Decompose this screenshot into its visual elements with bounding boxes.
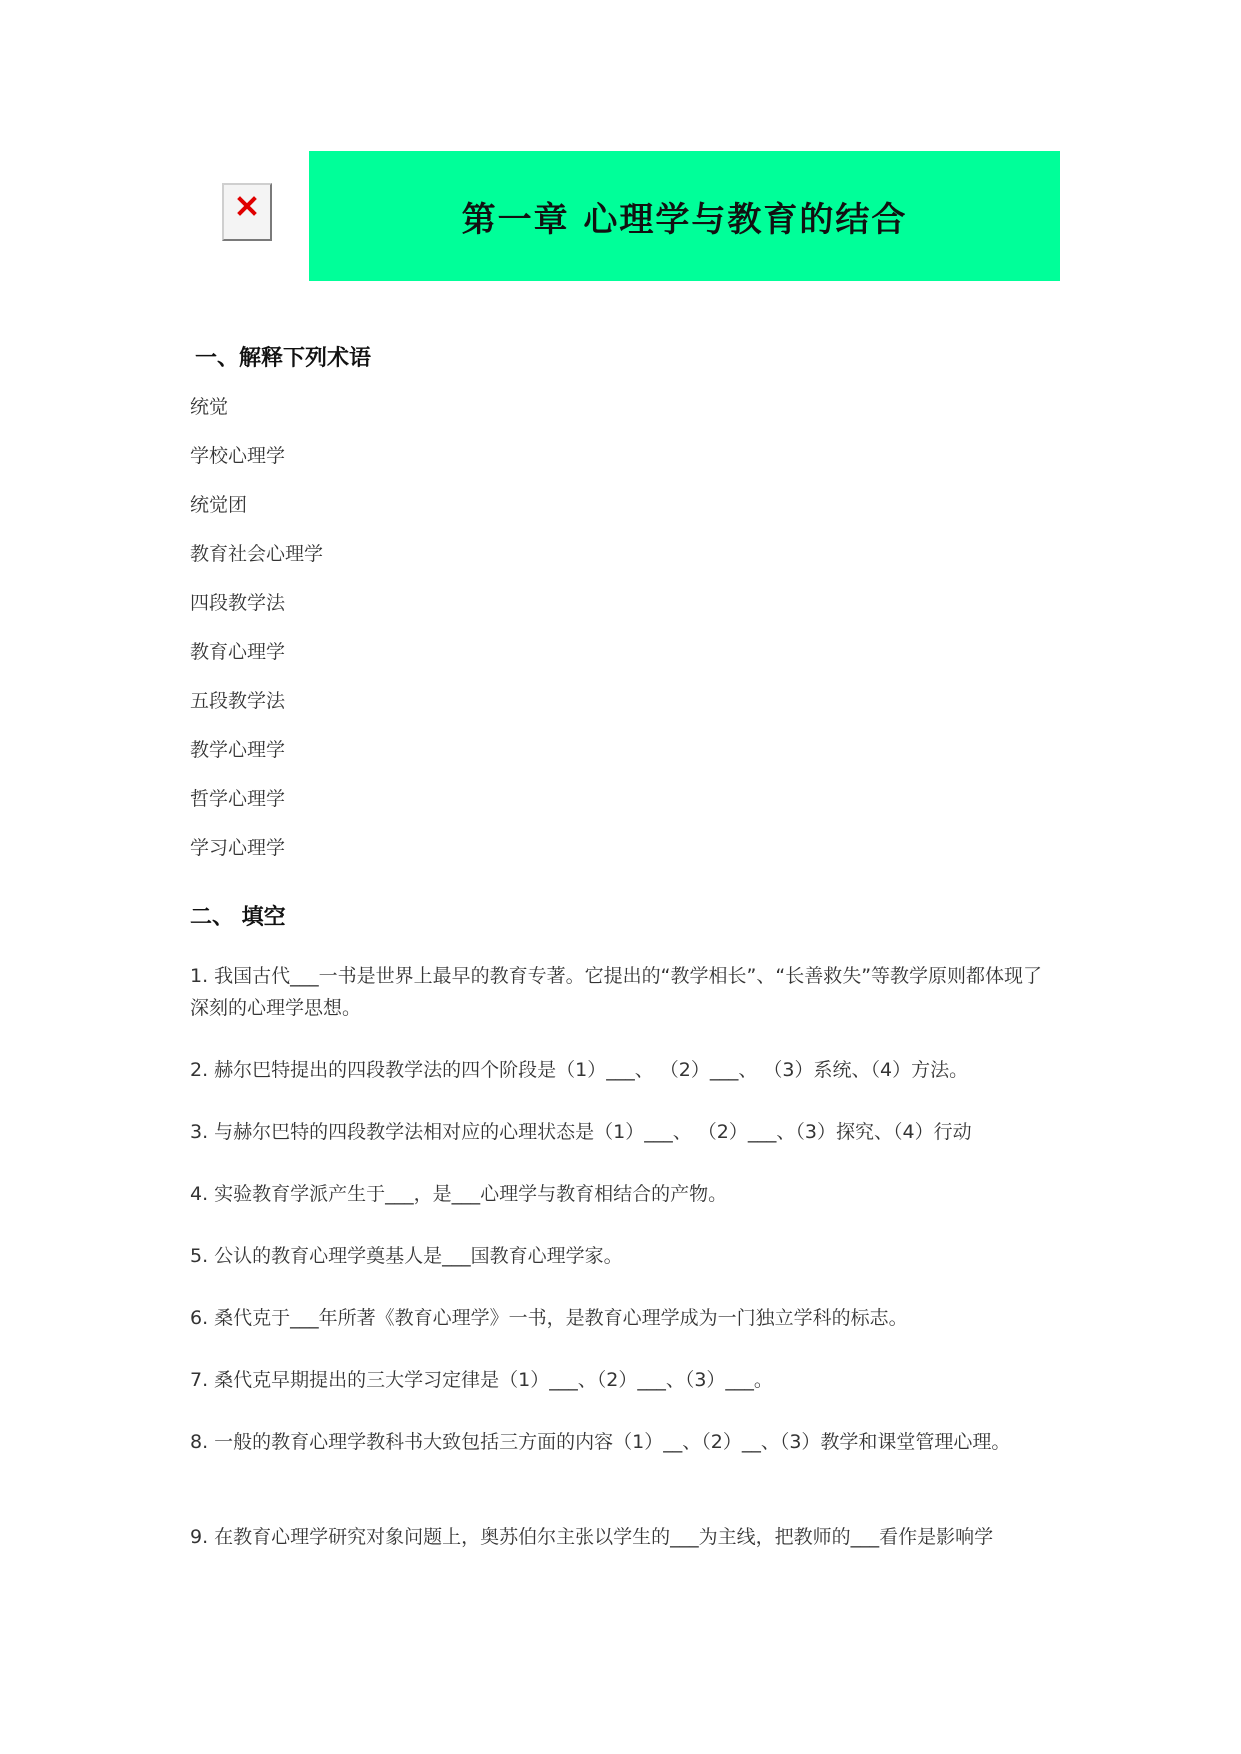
chapter-title-banner: [309, 151, 1060, 281]
chapter-title: 第一章 心理学与教育的结合: [461, 199, 908, 240]
fill-blank-question: 7. 桑代克早期提出的三大学习定律是（1）___、（2）___、（3）___。: [190, 1369, 773, 1391]
section2-heading: 二、 填空: [190, 905, 286, 930]
fill-blank-question: 4. 实验教育学派产生于___，是___心理学与教育相结合的产物。: [190, 1183, 728, 1205]
term-item: 学校心理学: [190, 445, 286, 467]
red-x-icon: [236, 195, 258, 217]
broken-image-icon: [222, 183, 272, 241]
fill-blank-question: 6. 桑代克于___年所著《教育心理学》一书，是教育心理学成为一门独立学科的标志。: [190, 1307, 908, 1329]
term-item: 统觉: [190, 396, 229, 418]
fill-blank-question: 8. 一般的教育心理学教科书大致包括三方面的内容（1）__、（2）__、（3）教学和课堂管理心理。: [190, 1431, 1011, 1453]
term-item: 五段教学法: [190, 690, 286, 712]
fill-blank-question: 5. 公认的教育心理学奠基人是___国教育心理学家。: [190, 1245, 623, 1267]
term-item: 教育社会心理学: [190, 543, 324, 565]
fill-blank-question: 2. 赫尔巴特提出的四段教学法的四个阶段是（1）___、 （2）___、 （3）系统、（4）方法。: [190, 1059, 969, 1081]
fill-blank-question: 1. 我国古代___一书是世界上最早的教育专著。它提出的“教学相长”、“长善救失”等教学原则都体现了深刻的心理学思想。: [190, 965, 1043, 1019]
term-item: 四段教学法: [190, 592, 286, 614]
term-item: 学习心理学: [190, 837, 286, 859]
term-item: 统觉团: [190, 494, 248, 516]
term-item: 哲学心理学: [190, 788, 286, 810]
section1-heading: 一、解释下列术语: [195, 346, 372, 371]
term-item: 教育心理学: [190, 641, 286, 663]
fill-blank-question: 3. 与赫尔巴特的四段教学法相对应的心理状态是（1）___、 （2）___、（3）探究、（4）行动: [190, 1121, 972, 1143]
fill-blank-question: 9. 在教育心理学研究对象问题上，奥苏伯尔主张以学生的___为主线，把教师的___看作是影响学: [190, 1526, 994, 1548]
term-item: 教学心理学: [190, 739, 286, 761]
